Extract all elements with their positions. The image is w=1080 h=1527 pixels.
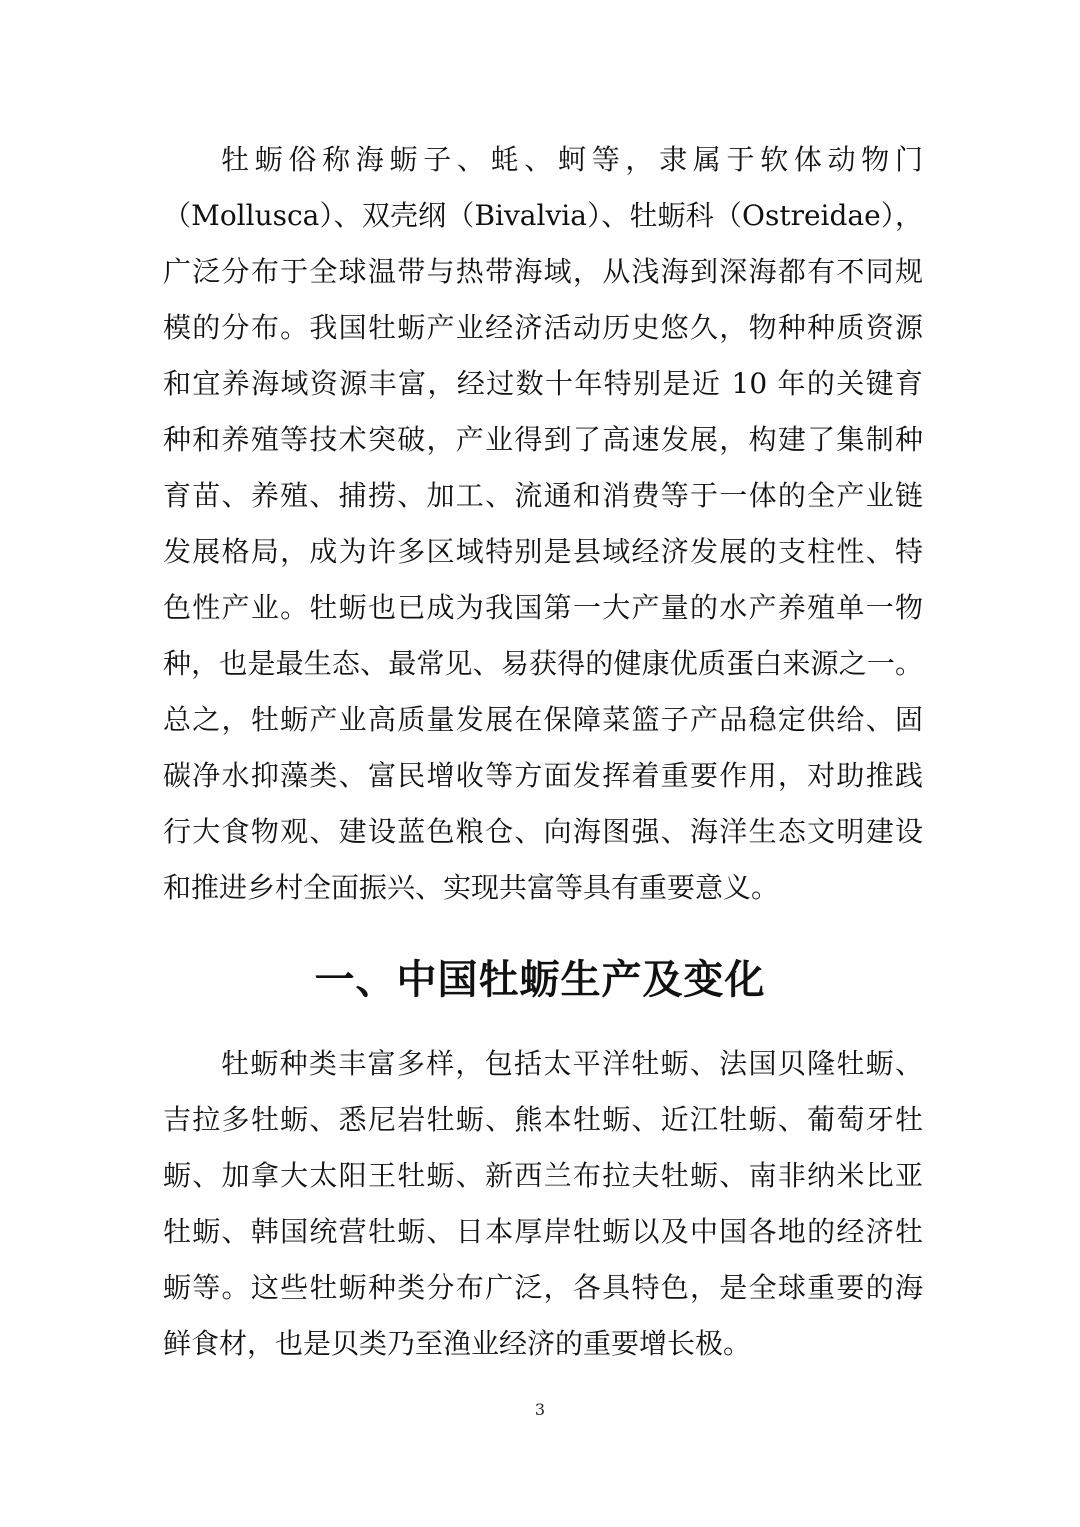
intro-paragraph — [163, 132, 923, 916]
paragraph-line: 种和养殖等技术突破，产业得到了高速发展，构建了集制种 — [163, 423, 923, 456]
paragraph-line: 模的分布。我国牡蛎产业经济活动历史悠久，物种种质资源 — [163, 311, 923, 344]
paragraph-line: 吉拉多牡蛎、悉尼岩牡蛎、熊本牡蛎、近江牡蛎、葡萄牙牡 — [163, 1103, 923, 1136]
paragraph-line: 总之，牡蛎产业高质量发展在保障菜篮子产品稳定供给、固 — [163, 703, 923, 736]
paragraph-line: 育苗、养殖、捕捞、加工、流通和消费等于一体的全产业链 — [163, 479, 923, 512]
page-number: 3 — [534, 1400, 546, 1419]
paragraph-line: 蛎等。这些牡蛎种类分布广泛，各具特色，是全球重要的海 — [163, 1271, 923, 1304]
paragraph-line: （Mollusca）、双壳纲（Bivalvia）、牡蛎科（Ostreidae）， — [163, 199, 923, 232]
paragraph-line: 和推进乡村全面振兴、实现共富等具有重要意义。 — [163, 871, 780, 904]
paragraph-line: 和宜养海域资源丰富，经过数十年特别是近 10 年的关键育 — [163, 367, 923, 400]
paragraph-line: 牡蛎、韩国统营牡蛎、日本厚岸牡蛎以及中国各地的经济牡 — [163, 1215, 923, 1248]
paragraph-line: 种，也是最生态、最常见、易获得的健康优质蛋白来源之一。 — [163, 647, 923, 680]
paragraph-line: 碳净水抑藻类、富民增收等方面发挥着重要作用，对助推践 — [163, 759, 923, 792]
paragraph-line: 牡蛎俗称海蛎子、蚝、蚵等，隶属于软体动物门 — [221, 143, 923, 176]
paragraph-line: 广泛分布于全球温带与热带海域，从浅海到深海都有不同规 — [163, 255, 923, 288]
oyster-species-paragraph — [163, 1036, 923, 1372]
paragraph-line: 行大食物观、建设蓝色粮仓、向海图强、海洋生态文明建设 — [163, 815, 923, 848]
paragraph-line: 色性产业。牡蛎也已成为我国第一大产量的水产养殖单一物 — [163, 591, 923, 624]
paragraph-line: 发展格局，成为许多区域特别是县域经济发展的支柱性、特 — [163, 535, 923, 568]
section-heading: 一、中国牡蛎生产及变化 — [314, 957, 766, 1003]
paragraph-line: 鲜食材，也是贝类乃至渔业经济的重要增长极。 — [163, 1327, 752, 1360]
paragraph-line: 蛎、加拿大太阳王牡蛎、新西兰布拉夫牡蛎、南非纳米比亚 — [163, 1159, 923, 1192]
paragraph-line: 牡蛎种类丰富多样，包括太平洋牡蛎、法国贝隆牡蛎、 — [221, 1047, 923, 1080]
